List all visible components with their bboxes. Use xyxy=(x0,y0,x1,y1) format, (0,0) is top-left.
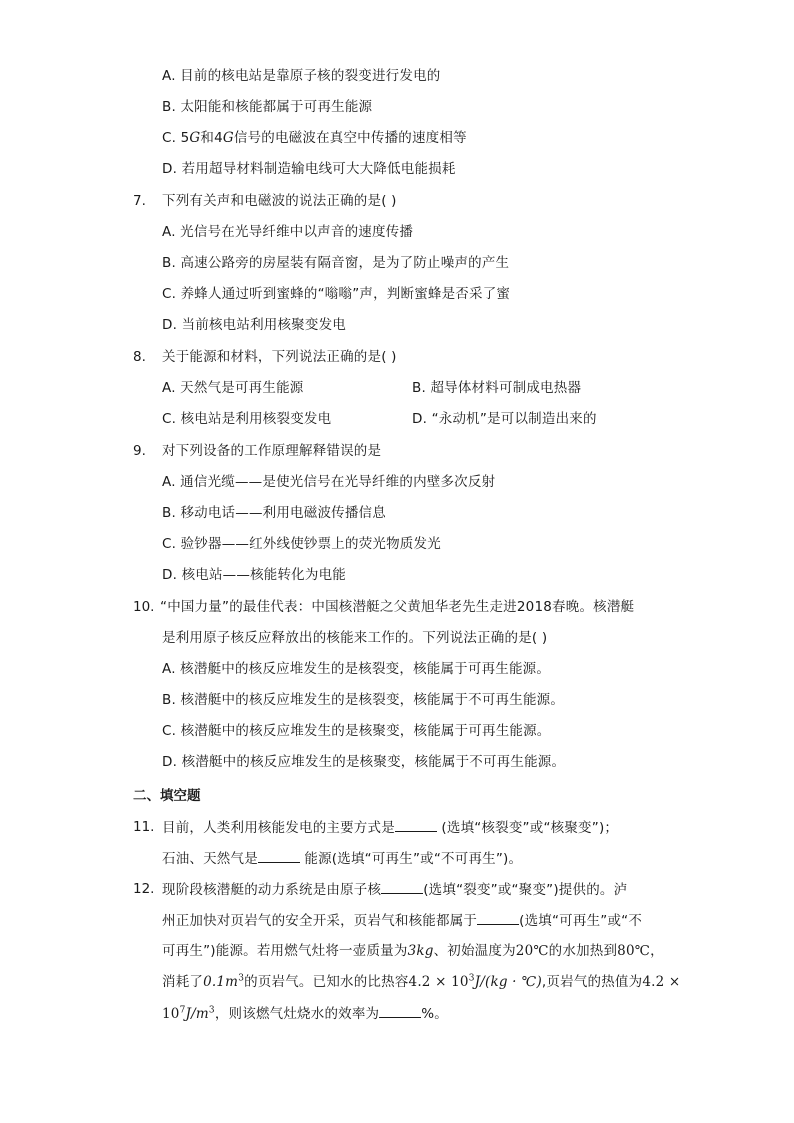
q8-stem: 关于能源和材料，下列说法正确的是( ) xyxy=(162,349,397,365)
q12-line5-b: %。 xyxy=(421,1006,448,1022)
q6-option-c xyxy=(162,128,467,148)
q9-option-b: B. 移动电话——利用电磁波传播信息 xyxy=(162,505,386,521)
q8-option-c: C. 核电站是利用核裂变发电 xyxy=(162,411,332,427)
q12-line1 xyxy=(162,879,627,900)
q12-line4-c: ,页岩气的热值为 xyxy=(541,974,643,990)
q8-option-a: A. 天然气是可再生能源 xyxy=(162,380,304,396)
q12-line3-c: 的水加热到 xyxy=(548,943,618,959)
q9-option-c: C. 验钞器——红外线使钞票上的荧光物质发光 xyxy=(162,536,441,552)
q11-blank-1[interactable] xyxy=(395,817,437,832)
q11-line1 xyxy=(162,817,618,838)
q6-option-c-post: 信号的电磁波在真空中传播的速度相等 xyxy=(233,130,467,146)
q12-specific-heat: 4.2 × 10 xyxy=(408,974,469,990)
q12-line3-d: ， xyxy=(650,943,664,959)
q12-line2 xyxy=(162,910,642,931)
q12-heat-value-unit: J/m xyxy=(185,1006,209,1022)
q11-line2 xyxy=(162,848,522,869)
q9-option-a: A. 通信光缆——是使光信号在光导纤维的内壁多次反射 xyxy=(162,474,496,490)
q12-line1-a: 现阶段核潜艇的动力系统是由原子核 xyxy=(162,882,382,898)
q7-stem: 下列有关声和电磁波的说法正确的是( ) xyxy=(162,193,397,209)
q6-option-d: D. 若用超导材料制造输电线可大大降低电能损耗 xyxy=(162,161,456,177)
q12-line4-b: 的页岩气。已知水的比热容 xyxy=(244,974,409,990)
q12-heat-value: 4.2 × xyxy=(642,974,681,990)
q12-final-temp: 80℃ xyxy=(617,943,651,959)
q12-line3-a: 可再生”)能源。若用燃气灶将一壶质量为 xyxy=(162,943,408,959)
q12-blank-3[interactable] xyxy=(379,1003,421,1018)
q11-line1-b: (选填“核裂变”或“核聚变”)； xyxy=(436,820,619,836)
q7-option-d: D. 当前核电站利用核聚变发电 xyxy=(162,317,346,333)
q11-number: 11. xyxy=(133,819,155,835)
q12-gas-volume: 0.1m xyxy=(203,974,239,990)
section-heading-fill-in: 二、填空题 xyxy=(133,788,201,804)
q12-number: 12. xyxy=(133,881,155,897)
q8-option-d: D. “永动机”是可以制造出来的 xyxy=(412,411,597,427)
q8-number: 8. xyxy=(133,349,146,365)
q6-option-c-pre: C. 5 xyxy=(162,130,190,146)
q9-stem: 对下列设备的工作原理解释错误的是 xyxy=(162,443,382,459)
q12-initial-temp: 20℃ xyxy=(515,943,549,959)
q10-option-c: C. 核潜艇中的核反应堆发生的是核聚变，核能属于可再生能源。 xyxy=(162,723,551,739)
q12-gas-volume-exp: 3 xyxy=(238,973,245,984)
q11-line2-b: 能源(选填“可再生”或“不可再生”)。 xyxy=(299,851,523,867)
q7-option-c: C. 养蜂人通过听到蜜蜂的“嗡嗡”声，判断蜜蜂是否采了蜜 xyxy=(162,286,511,302)
q12-line3 xyxy=(162,941,664,961)
q10-option-a: A. 核潜艇中的核反应堆发生的是核裂变，核能属于可再生能源。 xyxy=(162,661,551,677)
q12-line3-b: 、初始温度为 xyxy=(433,943,516,959)
q12-heat-value-base: 10 xyxy=(162,1006,180,1022)
q12-blank-1[interactable] xyxy=(381,879,423,894)
q12-line4-a: 消耗了 xyxy=(162,974,204,990)
q12-heat-value-unit-exp: 3 xyxy=(208,1005,215,1016)
q7-number: 7. xyxy=(133,193,146,209)
q12-line5 xyxy=(162,1003,448,1024)
q12-heat-value-exp: 7 xyxy=(179,1005,186,1016)
q10-number: 10. xyxy=(133,599,155,615)
q6-option-c-g1: G xyxy=(189,130,201,146)
q9-number: 9. xyxy=(133,443,146,459)
q10-stem-line1: “中国力量”的最佳代表：中国核潜艇之父黄旭华老先生走进2018春晚。核潜艇 xyxy=(160,599,635,615)
q12-mass: 3kg xyxy=(407,943,434,959)
q12-specific-heat-unit: J/(kg · ℃) xyxy=(474,974,542,990)
q10-stem-line2: 是利用原子核反应释放出的核能来工作的。下列说法正确的是( ) xyxy=(162,630,548,646)
q6-option-c-g2: G xyxy=(222,130,234,146)
q12-line1-b: (选填“裂变”或“聚变”)提供的。泸 xyxy=(423,882,628,898)
q6-option-c-mid: 和4 xyxy=(200,130,223,146)
q9-option-d: D. 核电站——核能转化为电能 xyxy=(162,567,346,583)
q11-line2-a: 石油、天然气是 xyxy=(162,851,258,867)
q6-option-b: B. 太阳能和核能都属于可再生能源 xyxy=(162,99,373,115)
q12-line5-a: ，则该燃气灶烧水的效率为 xyxy=(214,1006,380,1022)
q12-line2-a: 州正加快对页岩气的安全开采，页岩气和核能都属于 xyxy=(162,913,478,929)
q10-option-b: B. 核潜艇中的核反应堆发生的是核裂变，核能属于不可再生能源。 xyxy=(162,692,565,708)
q10-option-d: D. 核潜艇中的核反应堆发生的是核聚变，核能属于不可再生能源。 xyxy=(162,754,566,770)
q11-line1-a: 目前，人类利用核能发电的主要方式是 xyxy=(162,820,395,836)
q7-option-b: B. 高速公路旁的房屋装有隔音窗，是为了防止噪声的产生 xyxy=(162,255,510,271)
q11-blank-2[interactable] xyxy=(258,848,300,863)
q6-option-a: A. 目前的核电站是靠原子核的裂变进行发电的 xyxy=(162,68,441,84)
q12-blank-2[interactable] xyxy=(477,910,519,925)
q12-line2-b: (选填“可再生”或“不 xyxy=(519,913,643,929)
q7-option-a: A. 光信号在光导纤维中以声音的速度传播 xyxy=(162,224,414,240)
q12-specific-heat-exp: 3 xyxy=(468,973,475,984)
q8-option-b: B. 超导体材料可制成电热器 xyxy=(412,380,582,396)
q12-line4 xyxy=(162,972,680,992)
